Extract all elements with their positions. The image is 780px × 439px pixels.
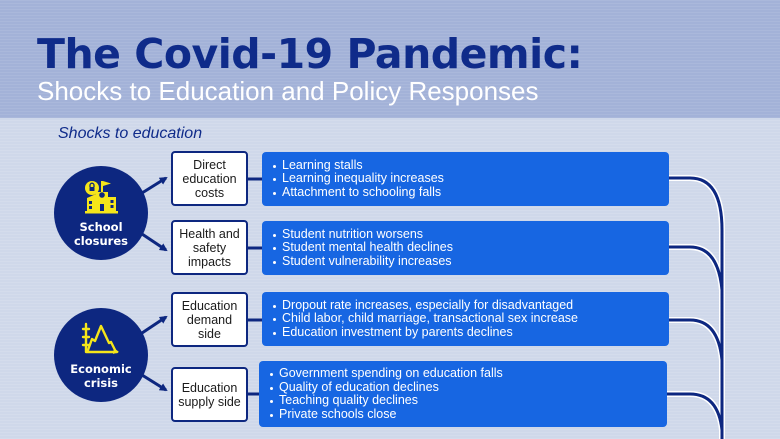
- shock-school-closures: [54, 166, 148, 260]
- shock-label: School closures: [73, 220, 128, 248]
- impacts-education-demand-side: [262, 292, 669, 346]
- shock-economic-crisis: [54, 308, 148, 402]
- page-title: The Covid-19 Pandemic:: [37, 30, 583, 78]
- impacts-education-supply-side: [259, 361, 667, 427]
- impact-item: Dropout rate increases, especially for disadvantaged: [273, 299, 661, 313]
- declining-chart-icon: [81, 322, 121, 360]
- channel-health-and-safety: Health and safety impacts: [171, 220, 248, 275]
- impact-item: Student vulnerability increases: [273, 255, 661, 269]
- impact-item: Education investment by parents declines: [273, 326, 661, 340]
- impact-item: Teaching quality declines: [270, 394, 659, 408]
- impacts-health-and-safety: [262, 221, 669, 275]
- shock-label: Economic crisis: [70, 362, 132, 390]
- channel-education-supply-side: Education supply side: [171, 367, 248, 422]
- impact-item: Child labor, child marriage, transactional sex increase: [273, 312, 661, 326]
- impact-item: Learning inequality increases: [273, 172, 661, 186]
- impacts-direct-education-costs: [262, 152, 669, 206]
- impact-item: Student nutrition worsens: [273, 228, 661, 242]
- channel-direct-education-costs: Direct education costs: [171, 151, 248, 206]
- page-subtitle: Shocks to Education and Policy Responses: [37, 76, 539, 106]
- section-label: Shocks to education: [58, 125, 203, 142]
- impact-item: Student mental health declines: [273, 241, 661, 255]
- impact-item: Private schools close: [270, 408, 659, 422]
- impact-item: Attachment to schooling falls: [273, 186, 661, 200]
- impact-item: Government spending on education falls: [270, 367, 659, 381]
- channel-education-demand-side: Education demand side: [171, 292, 248, 347]
- impact-item: Learning stalls: [273, 159, 661, 173]
- impact-item: Quality of education declines: [270, 381, 659, 395]
- arrow-school-to-direct: [142, 178, 166, 193]
- school-lock-icon: [83, 180, 119, 218]
- arrow-economic-to-demand: [142, 317, 166, 333]
